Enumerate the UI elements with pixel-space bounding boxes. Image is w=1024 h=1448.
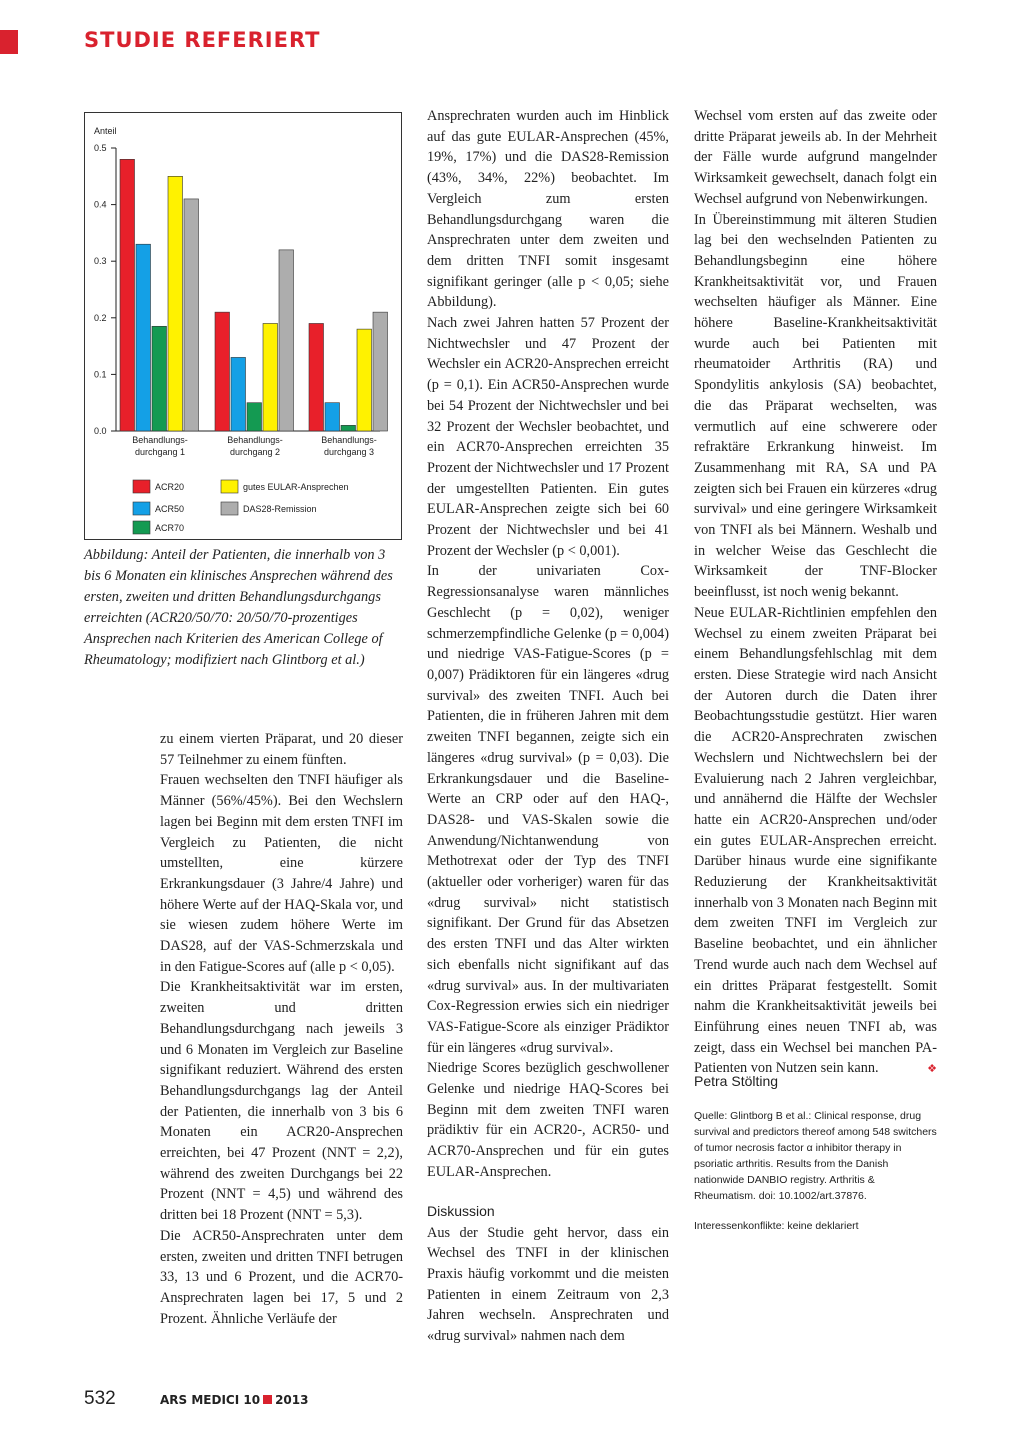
section-heading-discussion: Diskussion <box>427 1202 495 1219</box>
bar-chart-svg <box>85 113 401 539</box>
legend-swatch <box>133 521 150 534</box>
legend-label: ACR20 <box>155 482 185 492</box>
paragraph: Frauen wechselten den TNFI häufiger als Männer (56%/45%). Bei den Wechslern lagen bei Beginn mit dem ersten TNFI im Vergleich zu Patienten, die nicht umstellten, eine kürzere Erkrankungsdauer (3 Jahre/4 Jahre) und höhere Werte auf der HAQ-Skala vor, und sie wiesen zudem höhere Werte im DAS28, auf der VAS-Schmerzskala und in den Fatigue-Scores auf (alle p < 0,05). <box>160 772 403 975</box>
legend-label: ACR50 <box>155 504 185 514</box>
legend-swatch <box>221 502 238 515</box>
text-column-2 <box>427 106 669 1347</box>
page-number: 532 <box>84 1388 116 1409</box>
paragraph: Aus der Studie geht hervor, dass ein Wechsel des TNFI in der klinischen Praxis häufig vorkommt und die meisten Patienten in einem Zeitraum von 2,3 Jahren wechseln. Ansprechraten und «drug survival» nahmen nach dem <box>427 1224 669 1345</box>
journal-footer <box>160 1393 308 1407</box>
bar-acr70 <box>152 326 167 431</box>
header-accent-bar <box>0 30 18 54</box>
y-tick-label: 0.2 <box>94 312 107 323</box>
x-tick-label: durchgang 1 <box>134 447 186 457</box>
bar-gutes-eular-ansprechen <box>263 323 278 431</box>
journal-year: 2013 <box>275 1393 309 1407</box>
bar-acr20 <box>309 323 324 431</box>
legend-label: DAS28-Remission <box>243 504 317 514</box>
bar-acr50 <box>325 403 340 431</box>
bar-acr20 <box>215 312 230 431</box>
footer-square-icon <box>263 1395 272 1404</box>
conflict-of-interest: Interessenkonflikte: keine deklariert <box>694 1219 859 1232</box>
paragraph: Niedrige Scores bezüglich geschwollener Gelenke und niedrige HAQ-Scores bei Beginn mit dem zweiten TNFI waren prädiktiv für ein ACR20-, ACR50- und ACR70-Ansprechen und für ein gutes EULAR-Ansprechen. <box>427 1060 669 1180</box>
section-title: STUDIE REFERIERT <box>84 28 321 52</box>
legend-label: ACR70 <box>155 523 185 533</box>
bar-das28-remission <box>279 250 294 431</box>
end-of-article-icon: ❖ <box>927 1062 937 1076</box>
paragraph: Nach zwei Jahren hatten 57 Prozent der Nichtwechsler und 47 Prozent der Wechsler ein ACR20-Ansprechen erreicht (p = 0,1). Ein ACR50-Ansprechen wurde bei 54 Prozent der Nichtwechsler und bei 32 Prozent der Wechsler beobachtet, und ein ACR70-Ansprechen erreichten 35 Prozent der Nichtwechsler und 17 Prozent der umgestellten Patienten. Ein gutes EULAR-Ansprechen zeigte sich bei 60 Prozent der Nichtwechsler und bei 41 Prozent der Wechsler (p < 0,001). <box>427 315 669 559</box>
bar-acr50 <box>136 244 151 431</box>
bar-chart <box>84 112 402 540</box>
text-column-1 <box>160 729 403 1329</box>
journal-name: ARS MEDICI 10 <box>160 1393 261 1407</box>
legend-label: gutes EULAR-Ansprechen <box>243 482 349 492</box>
source-reference: Quelle: Glintborg B et al.: Clinical response, drug survival and predictors thereof among 548 switchers of tumor necrosis factor α inhibitor therapy in psoriatic arthritis. Results from the Danish nationwide DANBIO registry. Arthritis & Rheumatism. doi: 10.1002/art.37876. <box>694 1109 937 1202</box>
bar-acr70 <box>341 425 356 431</box>
paragraph: Wechsel vom ersten auf das zweite oder dritte Präparat jeweils ab. In der Mehrheit der Fälle wurde aufgrund mangelnder Wirksamkeit gewechselt, danach folgt ein Wechsel aufgrund von Nebenwirkungen. <box>694 108 937 207</box>
y-tick-label: 0.4 <box>94 199 107 210</box>
author-name: Petra Stölting <box>694 1073 779 1090</box>
figure-caption: Abbildung: Anteil der Patienten, die innerhalb von 3 bis 6 Monaten ein klinisches Ansprechen während des ersten, zweiten und dritten Behandlungsdurchgangs erreichten (ACR20/50/70: 20/50/70-prozentiges Ansprechen nach Kriterien des American College of Rheumatology; modifiziert nach Glintborg et al.) <box>84 547 393 668</box>
paragraph: Neue EULAR-Richtlinien empfehlen den Wechsel zu einem zweiten Präparat bei einem Behandlungsfehlschlag mit dem ersten. Diese Strategie wird nach Ansicht der Autoren durch die Daten ihrer Beobachtungsstudie gestützt. Hier waren die ACR20-Ansprechraten zwischen Wechslern und Nichtwechslern bei der Evaluierung nach 2 Jahren vergleichbar, und annähernd die Hälfte der Wechsler hatte ein ACR20-Ansprechen und/oder ein gutes EULAR-Ansprechen erreicht. Darüber hinaus wurde eine signifikante Reduzierung der Krankheitsaktivität innerhalb von 3 Monaten nach Beginn mit dem zweiten TNFI im Vergleich zur Baseline beobachtet, und ein ähnlicher Trend wurde auch nach dem Wechsel auf ein drittes Präparat festgestellt. Somit nahm die Krankheitsaktivität jeweils bei Einführung eines neuen TNFI ab, was zeigt, dass ein Wechsel bei manchen PA-Patienten von Nutzen sein kann. <box>694 604 937 1077</box>
paragraph: Die Krankheitsaktivität war im ersten, zweiten und dritten Behandlungsdurchgang nach jeweils 3 und 6 Monaten im Vergleich zur Baseline signifikant reduziert. Während des ersten Behandlungsdurchgangs lag der Anteil der Patienten, die innerhalb von 3 bis 6 Monaten ein ACR20-Ansprechen erreichten, bei 47 Prozent (NNT = 2,2), während des zweiten Durchgangs bei 22 Prozent (NNT = 4,5) und während des dritten bei 18 Prozent (NNT = 5,3). <box>160 979 403 1224</box>
x-tick-label: durchgang 3 <box>323 447 375 457</box>
x-tick-label: Behandlungs- <box>321 435 377 445</box>
x-tick-label: durchgang 2 <box>229 447 281 457</box>
bar-gutes-eular-ansprechen <box>357 329 372 431</box>
bar-acr20 <box>120 159 135 431</box>
y-tick-label: 0.3 <box>94 256 107 267</box>
y-tick-label: 0.5 <box>94 143 107 153</box>
bar-acr70 <box>247 403 262 431</box>
bar-das28-remission <box>184 199 199 431</box>
y-tick-label: 0.0 <box>94 426 107 436</box>
y-axis-label: Anteil <box>94 126 117 136</box>
x-tick-label: Behandlungs- <box>132 435 188 445</box>
paragraph: Die ACR50-Ansprechraten unter dem ersten, zweiten und dritten TNFI betrugen 33, 13 und 6 Prozent, und die ACR70-Ansprechraten lagen bei 17, 5 und 2 Prozent. Ähnliche Verläufe der <box>160 1227 403 1327</box>
y-tick-label: 0.1 <box>94 369 107 380</box>
legend-swatch <box>133 480 150 493</box>
legend-swatch <box>221 480 238 493</box>
paragraph: zu einem vierten Präparat, und 20 dieser 57 Teilnehmer zu einem fünften. <box>160 731 403 768</box>
bar-acr50 <box>231 357 246 431</box>
paragraph: Ansprechraten wurden auch im Hinblick auf das gute EULAR-Ansprechen (45%, 19%, 17%) und die DAS28-Remission (43%, 34%, 22%) beobachtet. Im Vergleich zum ersten Behandlungsdurchgang waren die Ansprechraten unter dem zweiten und dem dritten TNFI somit insgesamt signifikant geringer (alle p < 0,05; siehe Abbildung). <box>427 108 669 311</box>
legend-swatch <box>133 502 150 515</box>
paragraph: In der univariaten Cox-Regressionsanalyse waren männliches Geschlecht (p = 0,02), weniger schmerzempfindliche Gelenke (p = 0,004) und niedrige VAS-Fatigue-Scores (p = 0,007) Prädiktoren für ein längeres «drug survival» des zweiten TNFI. Auch bei Patienten, die in früheren Jahren mit dem zweiten TNFI begannen, zeigte sich ein längeres «drug survival» (p = 0,03). Die Erkrankungsdauer und die Baseline-Werte an CRP oder auf den HAQ-, DAS28- und VAS-Skalen sowie die Anwendung/Nichtanwendung von Methotrexat oder der Typ des TNFI (aktueller oder vorheriger) waren für das «drug survival» nicht statistisch signifikant. Der Grund für das Absetzen des ersten TNFI und das Alter wirkten sich ebenfalls nicht signifikant auf das «drug survival» aus. In der multivariaten Cox-Regression erwies sich ein niedriger VAS-Fatigue-Score als einziger Prädiktor für ein längeres «drug survival». <box>427 563 669 1056</box>
text-column-3 <box>694 106 937 1234</box>
bar-das28-remission <box>373 312 388 431</box>
paragraph: In Übereinstimmung mit älteren Studien lag bei den wechselnden Patienten zu Behandlungsbeginn eine höhere Krankheitsaktivität vor, und Frauen wechselten häufiger als Männer. Eine höhere Baseline-Krankheitsaktivität wurde auch bei Patienten mit rheumatoider Arthritis (RA) und Spondylitis ankylosis (SA) beobachtet, die das Präparat wechselten, was vermutlich auf eine schwerere oder refraktäre Erkrankung hinweist. Im Zusammenhang mit RA, SA und PA zeigten sich bei Frauen ein kürzeres «drug survival» und eine geringere Wirksamkeit von TNFI als bei Männern. Weshalb und in welcher Weise das Geschlecht die Wirksamkeit der TNF-Blocker beeinflusst, ist noch wenig bekannt. <box>694 211 937 601</box>
bar-gutes-eular-ansprechen <box>168 176 183 431</box>
x-tick-label: Behandlungs- <box>227 435 283 445</box>
